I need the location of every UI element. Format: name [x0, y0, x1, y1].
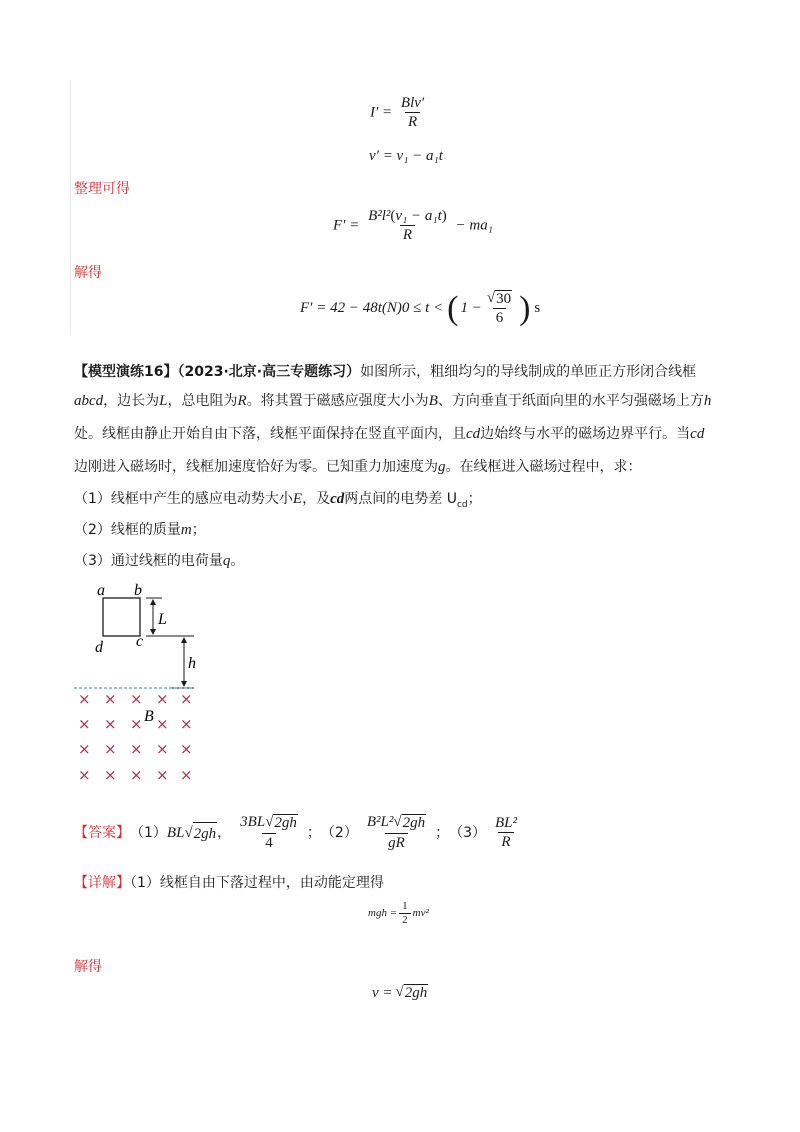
arrow-down-icon [150, 629, 156, 635]
field-cross-icon: × [78, 766, 91, 784]
field-cross-icon: × [130, 715, 143, 733]
field-cross-icon: × [130, 740, 143, 758]
text: ，边长为 [103, 393, 160, 409]
text: 处。线框由静止开始自由下落，线框平面保持在竖直平面内，且 [74, 426, 466, 442]
answer-tag: 【答案】 [74, 825, 130, 841]
field-cross-icon: × [104, 715, 117, 733]
equation-force-result [300, 290, 540, 327]
text: （1）线框中产生的感应电动势大小 [74, 491, 293, 507]
eq3-lhs: F′ = [333, 217, 360, 234]
field-cross-icon: × [156, 766, 169, 784]
text: 边刚进入磁场时，线框加速度恰好为零。已知重力加速度为 [74, 459, 438, 475]
equation-force [333, 208, 493, 244]
sqrt-icon: √ [395, 984, 404, 1000]
a1b-sqrt [265, 814, 298, 832]
problem-text-1: 如图所示，粗细均匀的导线制成的单匝正方形闭合线框 [360, 364, 697, 380]
sqrt-icon: √ [393, 814, 402, 831]
detail-text: （1）线框自由下落过程中，由动能定理得 [130, 875, 384, 891]
field-cross-icon: × [104, 690, 117, 708]
text: 。 [230, 553, 245, 569]
arrow-down-icon [181, 681, 187, 687]
a2-sqrt-content: 2gh [402, 815, 426, 832]
eq3-num-a: B²l² [368, 208, 391, 224]
a3-num: BL² [495, 814, 518, 831]
text: 。在线框进入磁场过程中，求： [445, 459, 642, 475]
detail-line [74, 872, 384, 894]
eq5-tail: mv² [412, 907, 429, 920]
field-cross-icon: × [156, 740, 169, 758]
var-E: E [292, 491, 303, 507]
text: （2）线框的质量 [74, 522, 181, 538]
eq4-fraction [484, 290, 515, 327]
eq1-numerator: Blv′ [400, 95, 425, 111]
eq4-rparen: ) [519, 289, 531, 327]
field-cross-icon: × [78, 690, 91, 708]
field-cross-icon: × [104, 766, 117, 784]
problem-line-4 [74, 456, 734, 478]
answer-p3: （3） [449, 825, 486, 841]
question-1 [74, 488, 482, 516]
a1-sqrt-content: 2gh [193, 822, 218, 845]
text: 。将其置于磁感应强度大小为 [246, 393, 429, 409]
eq3-tail: − ma₁ [455, 217, 493, 234]
eq5-lhs: mgh = [368, 907, 398, 920]
equation-velocity: v′ = v₁ − a₁t [369, 148, 443, 164]
eq4-one: 1 − [460, 300, 482, 317]
wire-frame [103, 598, 140, 636]
label-rearrange: 整理可得 [74, 181, 130, 197]
label-c: c [136, 633, 144, 650]
a1-pre: BL [166, 824, 185, 841]
label-d: d [95, 639, 103, 656]
eq4-sqrt [487, 290, 512, 308]
problem-line-2 [74, 390, 734, 412]
label-solve-1: 解得 [74, 265, 102, 281]
text: ； [467, 491, 482, 507]
eq5-num: 1 [402, 900, 408, 912]
a2-num-pre: B²L² [366, 814, 394, 831]
field-cross-icon: × [156, 690, 169, 708]
equation-speed [372, 984, 428, 1002]
eq3-denominator: R [400, 225, 415, 244]
arrow-up-icon [181, 637, 187, 643]
eq6-sqrt-content: 2gh [404, 985, 428, 1001]
field-cross-icon: × [78, 740, 91, 758]
eq3-num-b: v₁ − a₁t [395, 208, 442, 224]
eq6-lhs: v = [372, 984, 393, 1001]
problem-line-3 [74, 423, 734, 445]
a2-num [364, 814, 429, 832]
var-R: R [237, 393, 247, 409]
eq1-fraction [398, 95, 427, 131]
var-cd: cd [466, 426, 481, 442]
var-q: q [222, 553, 231, 569]
label-b: b [134, 582, 142, 599]
field-cross-icon: × [104, 740, 117, 758]
eq6-sqrt [396, 984, 429, 1002]
field-cross-icon: × [130, 690, 143, 708]
text: 、方向垂直于纸面向里的水平匀强磁场上方 [437, 393, 704, 409]
field-cross-icon: × [130, 766, 143, 784]
a1-sqrt [184, 822, 217, 845]
answer-3 [492, 815, 520, 851]
subscript-cd: cd [456, 499, 468, 510]
sqrt-icon: √ [486, 290, 496, 306]
label-h: h [188, 655, 196, 672]
eq3-numerator [365, 208, 450, 225]
label-solve-2: 解得 [74, 959, 102, 975]
problem-source: （2023·北京·高三专题练习） [177, 364, 361, 380]
var-L: L [159, 393, 168, 409]
var-cd: cd [690, 426, 705, 442]
field-cross-icon: × [180, 740, 193, 758]
eq3-fraction [365, 208, 450, 244]
detail-tag: 【详解】 [74, 875, 130, 891]
a2-sqrt [393, 814, 426, 832]
field-cross-icon: × [180, 715, 193, 733]
eq5-fraction [399, 900, 411, 927]
eq4-sqrt-content: 30 [496, 291, 512, 307]
equation-current [370, 95, 429, 131]
field-cross-icon: × [180, 766, 193, 784]
field-cross-icon: × [156, 715, 169, 733]
arrow-up-icon [150, 599, 156, 605]
problem-line-1 [74, 361, 734, 383]
eq4-denominator: 6 [493, 308, 507, 327]
label-B: B [144, 708, 154, 725]
answer-semi-1: ； [306, 825, 321, 841]
field-cross-icon: × [78, 715, 91, 733]
question-3 [74, 550, 244, 572]
eq5-den: 2 [399, 913, 411, 927]
answer-2 [364, 814, 429, 851]
text: 边始终与水平的磁场边界平行。当 [480, 426, 691, 442]
var-B: B [428, 393, 438, 409]
text: ，及 [302, 491, 331, 507]
magnetic-field-crosses [78, 690, 193, 784]
text: 两点间的电势差 U [344, 491, 457, 507]
a2-den: gR [385, 833, 408, 852]
question-2 [74, 519, 206, 541]
eq4-numerator [484, 290, 515, 308]
a3-den: R [498, 832, 513, 851]
a1b-sqrt-content: 2gh [274, 815, 297, 832]
label-L: L [158, 611, 167, 628]
eq4-lparen: ( [447, 289, 459, 327]
eq4-unit: s [534, 300, 541, 317]
eq3-rparen: ) [441, 208, 447, 224]
answer-comma: ， [217, 825, 232, 841]
var-abcd: abcd [74, 393, 104, 409]
a1b-num [237, 814, 301, 832]
eq1-lhs: I′ = [370, 104, 393, 121]
equation-energy [368, 900, 429, 927]
quote-bar [70, 80, 71, 335]
var-cd: cd [330, 491, 345, 507]
answer-p1: （1） [130, 825, 167, 841]
problem-tag: 【模型演练16】 [74, 364, 178, 380]
eq1-denominator: R [405, 112, 420, 131]
field-cross-icon: × [180, 690, 193, 708]
var-m: m [180, 522, 192, 538]
a1b-num-pre: 3BL [240, 814, 266, 831]
var-h: h [703, 393, 712, 409]
answer-1b [237, 814, 301, 851]
text: ，总电阻为 [167, 393, 238, 409]
text: ； [191, 522, 206, 538]
a1b-den: 4 [262, 833, 276, 852]
label-a: a [97, 582, 105, 599]
answer-line [74, 805, 526, 861]
sqrt-icon: √ [265, 814, 274, 831]
answer-semi-2: ； [435, 825, 450, 841]
eq3-lparen: ( [390, 208, 396, 224]
answer-p2: （2） [320, 825, 358, 841]
var-g: g [438, 459, 446, 475]
sqrt-icon: √ [184, 824, 193, 841]
figure-diagram [70, 578, 210, 788]
answer-1a [167, 822, 217, 845]
eq4-lhs: F′ = 42 − 48t(N)0 ≤ t < [300, 300, 444, 317]
text: （3）通过线框的电荷量 [74, 553, 223, 569]
